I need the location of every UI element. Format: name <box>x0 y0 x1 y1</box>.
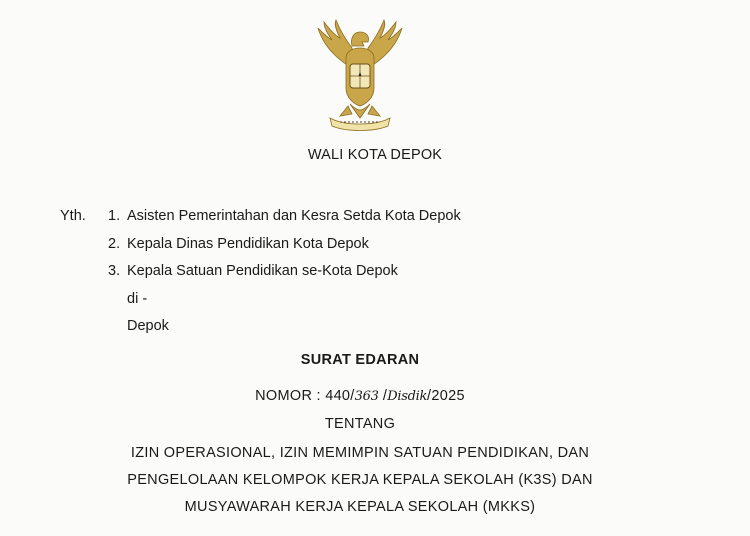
recipient-number: 1. <box>108 208 121 224</box>
number-handwritten-sequence: 363 <box>354 389 379 404</box>
recipient-number: 3. <box>108 263 121 279</box>
recipient-number: 2. <box>108 236 121 252</box>
garuda-emblem-icon <box>300 18 420 132</box>
location-name: Depok <box>127 318 169 334</box>
recipient-text: Kepala Satuan Pendidikan se-Kota Depok <box>127 263 398 279</box>
number-separator: / <box>378 388 388 404</box>
number-year: /2025 <box>427 388 465 404</box>
subject-line: MUSYAWARAH KERJA KEPALA SEKOLAH (MKKS) <box>184 499 536 515</box>
recipient-text: Asisten Pemerintahan dan Kesra Setda Kota Depok <box>127 208 461 224</box>
recipient-text: Kepala Dinas Pendidikan Kota Depok <box>127 236 369 252</box>
recipient-prefix: Yth. <box>60 208 86 224</box>
location-prefix: di - <box>127 291 148 307</box>
about-label: TENTANG <box>324 416 396 432</box>
circular-number <box>0 388 720 404</box>
subject-line: PENGELOLAAN KELOMPOK KERJA KEPALA SEKOLAH (K3S) DAN <box>127 472 593 488</box>
subject-line: IZIN OPERASIONAL, IZIN MEMIMPIN SATUAN PENDIDIKAN, DAN <box>130 445 590 461</box>
number-label: NOMOR : 440/ <box>255 388 355 404</box>
letterhead-title: WALI KOTA DEPOK <box>307 147 443 163</box>
circular-title: SURAT EDARAN <box>300 352 420 368</box>
number-handwritten-office: Disdik <box>387 389 428 404</box>
